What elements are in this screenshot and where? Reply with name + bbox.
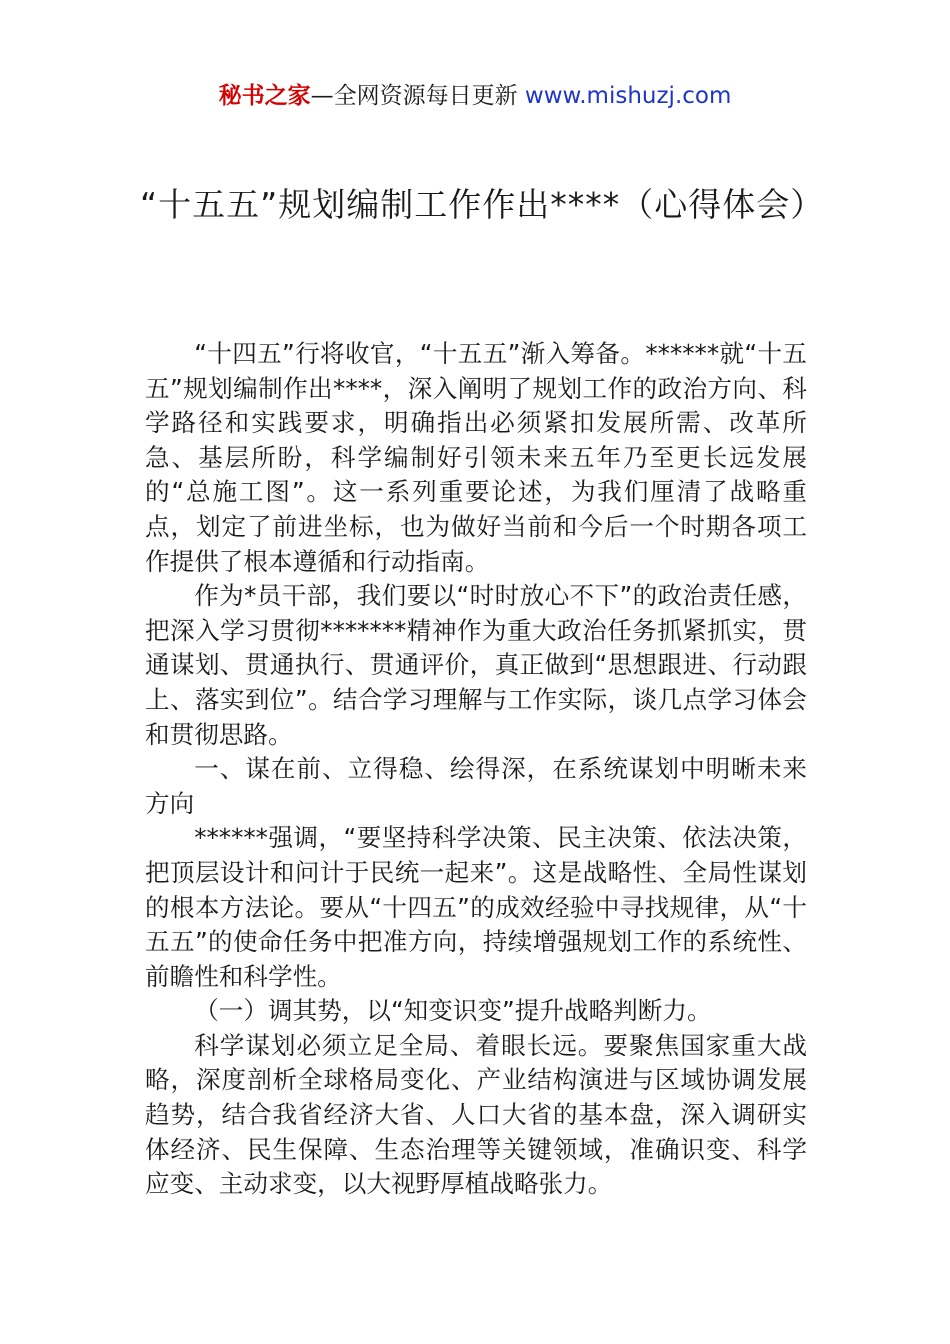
site-url[interactable]: www.mishuzj.com xyxy=(524,83,732,109)
section-heading: 一、谋在前、立得稳、绘得深，在系统谋划中明晰未来方向 xyxy=(145,754,807,818)
site-brand: 秘书之家 xyxy=(218,83,311,109)
document-body xyxy=(145,337,807,1202)
site-header xyxy=(0,80,950,112)
paragraph: “十四五”行将收官，“十五五”渐入筹备。******就“十五五”规划编制作出****，深入阐明了规划工作的政治方向、科学路径和实践要求，明确指出必须紧扣发展所需、改革所急、基层所盼，科学编制好引领未来五年乃至更长远发展的“总施工图”。这一系列重要论述，为我们厘清了战略重点，划定了前进坐标，也为做好当前和今后一个时期各项工作提供了根本遵循和行动指南。 xyxy=(145,339,807,576)
paragraph: ******强调，“要坚持科学决策、民主决策、依法决策，把顶层设计和问计于民统一起来”。这是战略性、全局性谋划的根本方法论。要从“十四五”的成效经验中寻找规律，从“十五五”的使命任务中把准方向，持续增强规划工作的系统性、前瞻性和科学性。 xyxy=(145,823,807,991)
paragraph: 作为*员干部，我们要以“时时放心不下”的政治责任感，把深入学习贯彻*******精神作为重大政治任务抓紧抓实，贯通谋划、贯通执行、贯通评价，真正做到“思想跟进、行动跟上、落实到位”。结合学习理解与工作实际，谈几点学习体会和贯彻思路。 xyxy=(145,581,807,749)
paragraph: 科学谋划必须立足全局、着眼长远。要聚焦国家重大战略，深度剖析全球格局变化、产业结构演进与区域协调发展趋势，结合我省经济大省、人口大省的基本盘，深入调研实体经济、民生保障、生态治理等关键领域，准确识变、科学应变、主动求变，以大视野厚植战略张力。 xyxy=(145,1030,807,1199)
subsection-heading: （一）调其势，以“知变识变”提升战略判断力。 xyxy=(194,996,712,1026)
document-title: “十五五”规划编制工作作出****（心得体会） xyxy=(140,185,825,224)
site-slogan: —全网资源每日更新 xyxy=(310,83,518,109)
